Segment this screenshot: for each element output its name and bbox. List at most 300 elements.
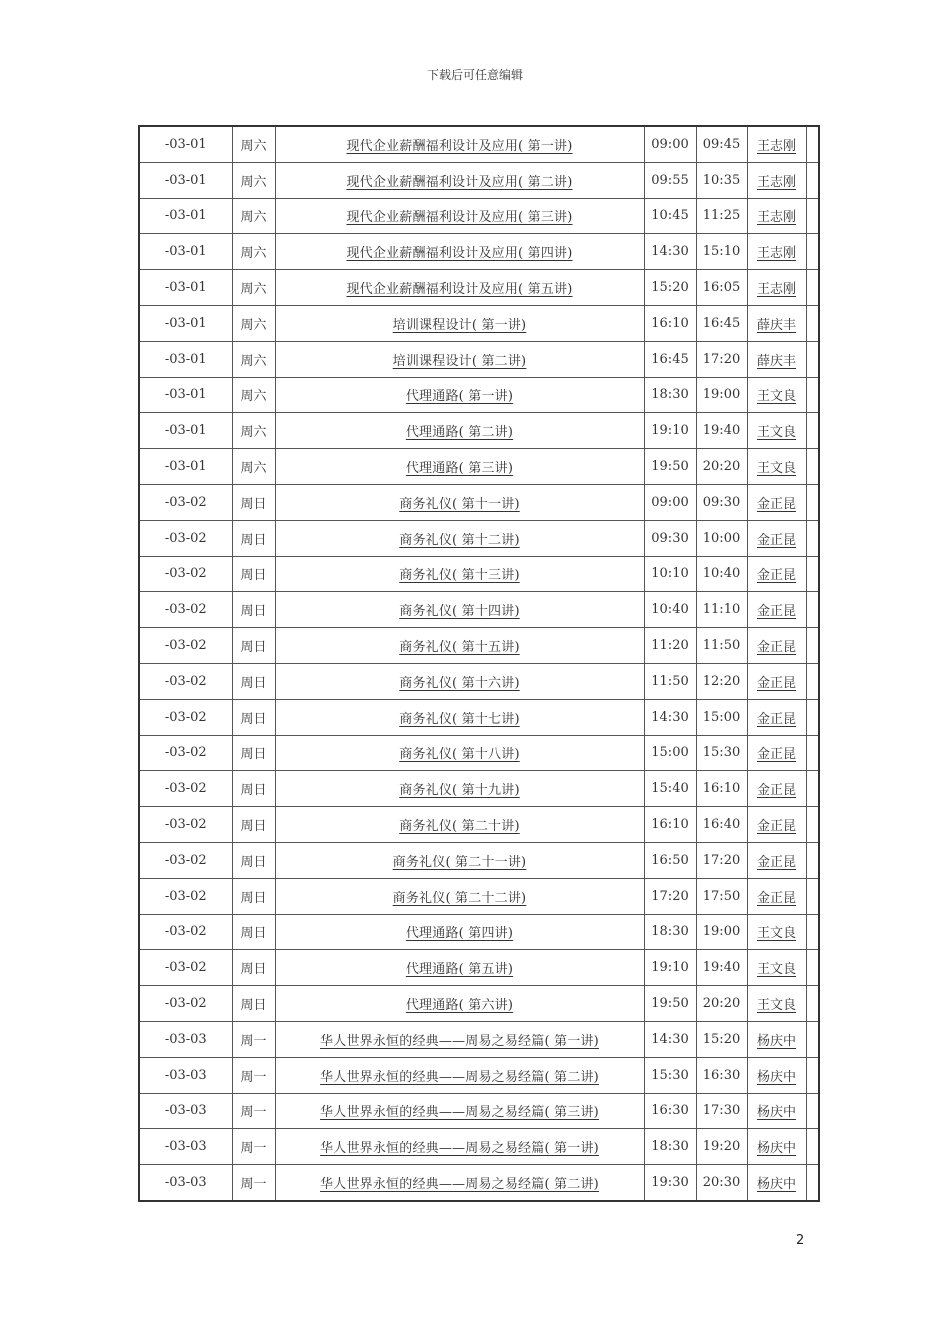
start-time-cell-container bbox=[644, 341, 696, 377]
table-row bbox=[139, 556, 819, 592]
table-row bbox=[139, 1129, 819, 1165]
teacher-link-container bbox=[747, 1165, 806, 1201]
start-time-cell-container bbox=[644, 520, 696, 556]
start-time-cell: 09:00 bbox=[651, 136, 689, 152]
date-cell-container bbox=[139, 1093, 232, 1129]
end-time-cell: 11:10 bbox=[702, 602, 741, 618]
course-link[interactable]: 代理通路( 第六讲) bbox=[405, 998, 514, 1014]
start-time-cell: 19:10 bbox=[651, 960, 689, 976]
date-cell: -03-02 bbox=[164, 745, 207, 761]
end-time-cell-container bbox=[696, 1129, 747, 1165]
weekday-cell-container bbox=[232, 270, 275, 306]
end-time-cell-container bbox=[696, 592, 747, 628]
teacher-link[interactable]: 金正昆 bbox=[756, 640, 796, 656]
weekday-cell-container bbox=[232, 914, 275, 950]
end-time-cell: 09:30 bbox=[702, 494, 741, 510]
course-link[interactable]: 培训课程设计( 第二讲) bbox=[392, 353, 527, 369]
start-time-cell-container bbox=[644, 126, 696, 162]
course-link-container bbox=[275, 305, 644, 341]
end-time-cell-container bbox=[696, 1165, 747, 1201]
weekday-cell: 周日 bbox=[240, 675, 267, 691]
course-link-container bbox=[275, 126, 644, 162]
start-time-cell-container bbox=[644, 556, 696, 592]
weekday-cell: 周六 bbox=[240, 317, 267, 333]
teacher-link[interactable]: 金正昆 bbox=[756, 604, 796, 620]
start-time-cell: 19:30 bbox=[651, 1175, 689, 1190]
spacer-cell bbox=[806, 842, 819, 878]
weekday-cell: 周六 bbox=[240, 282, 267, 298]
start-time-cell: 19:10 bbox=[651, 423, 689, 439]
teacher-link[interactable]: 金正昆 bbox=[756, 854, 796, 870]
table-row bbox=[139, 270, 819, 306]
start-time-cell-container bbox=[644, 270, 696, 306]
weekday-cell: 周日 bbox=[240, 926, 267, 942]
teacher-link-container bbox=[747, 1021, 806, 1057]
start-time-cell-container bbox=[644, 807, 696, 843]
course-link-container bbox=[275, 234, 644, 270]
start-time-cell: 19:50 bbox=[651, 996, 689, 1012]
teacher-link[interactable]: 王志刚 bbox=[756, 210, 796, 226]
date-cell: -03-02 bbox=[164, 781, 207, 797]
teacher-link[interactable]: 金正昆 bbox=[756, 747, 796, 763]
teacher-link-container bbox=[747, 628, 806, 664]
date-cell: -03-01 bbox=[164, 315, 207, 331]
date-cell: -03-02 bbox=[164, 888, 207, 904]
weekday-cell-container bbox=[232, 126, 275, 162]
teacher-link-container bbox=[747, 592, 806, 628]
teacher-link[interactable]: 金正昆 bbox=[756, 711, 796, 727]
weekday-cell-container bbox=[232, 628, 275, 664]
date-cell-container bbox=[139, 341, 232, 377]
course-link-container bbox=[275, 807, 644, 843]
date-cell-container bbox=[139, 377, 232, 413]
start-time-cell-container bbox=[644, 592, 696, 628]
teacher-link[interactable]: 杨庆中 bbox=[756, 1105, 796, 1121]
teacher-link-container bbox=[747, 377, 806, 413]
start-time-cell: 15:30 bbox=[651, 1067, 689, 1083]
course-link[interactable]: 华人世界永恒的经典——周易之易经篇( 第一讲) bbox=[320, 1141, 599, 1157]
end-time-cell: 17:30 bbox=[702, 1103, 741, 1119]
end-time-cell-container bbox=[696, 484, 747, 520]
start-time-cell: 16:30 bbox=[651, 1103, 689, 1119]
start-time-cell-container bbox=[644, 198, 696, 234]
start-time-cell: 15:20 bbox=[651, 280, 689, 296]
date-cell-container bbox=[139, 449, 232, 485]
start-time-cell-container bbox=[644, 986, 696, 1022]
start-time-cell-container bbox=[644, 663, 696, 699]
course-link[interactable]: 现代企业薪酬福利设计及应用( 第三讲) bbox=[346, 210, 573, 226]
end-time-cell: 20:30 bbox=[702, 1175, 741, 1190]
table-row bbox=[139, 413, 819, 449]
date-cell-container bbox=[139, 950, 232, 986]
teacher-link-container bbox=[747, 1057, 806, 1093]
teacher-link-container bbox=[747, 234, 806, 270]
weekday-cell-container bbox=[232, 807, 275, 843]
end-time-cell: 16:45 bbox=[702, 315, 741, 331]
date-cell: -03-02 bbox=[164, 638, 207, 654]
teacher-link[interactable]: 金正昆 bbox=[756, 532, 796, 548]
weekday-cell-container bbox=[232, 1093, 275, 1129]
teacher-link[interactable]: 王文良 bbox=[756, 926, 796, 942]
spacer-cell bbox=[806, 198, 819, 234]
spacer-cell bbox=[806, 234, 819, 270]
course-link-container bbox=[275, 735, 644, 771]
course-link-container bbox=[275, 162, 644, 198]
teacher-link-container bbox=[747, 663, 806, 699]
course-link[interactable]: 华人世界永恒的经典——周易之易经篇( 第一讲) bbox=[320, 1033, 599, 1049]
weekday-cell-container bbox=[232, 305, 275, 341]
spacer-cell bbox=[806, 377, 819, 413]
end-time-cell-container bbox=[696, 198, 747, 234]
course-link[interactable]: 代理通路( 第二讲) bbox=[405, 425, 514, 441]
weekday-cell: 周日 bbox=[240, 962, 267, 978]
table-row bbox=[139, 986, 819, 1022]
start-time-cell-container bbox=[644, 1165, 696, 1201]
start-time-cell: 16:45 bbox=[651, 351, 689, 367]
date-cell: -03-01 bbox=[164, 172, 207, 188]
weekday-cell: 周日 bbox=[240, 568, 267, 584]
weekday-cell: 周六 bbox=[240, 246, 267, 262]
teacher-link[interactable]: 王文良 bbox=[756, 425, 796, 441]
course-link[interactable]: 商务礼仪( 第十九讲) bbox=[399, 783, 520, 799]
start-time-cell-container bbox=[644, 735, 696, 771]
course-link[interactable]: 商务礼仪( 第二十讲) bbox=[399, 819, 520, 835]
table-row bbox=[139, 914, 819, 950]
spacer-cell bbox=[806, 771, 819, 807]
end-time-cell: 15:00 bbox=[702, 709, 741, 725]
teacher-link[interactable]: 金正昆 bbox=[756, 819, 796, 835]
start-time-cell: 14:30 bbox=[651, 709, 689, 725]
table-row bbox=[139, 592, 819, 628]
end-time-cell-container bbox=[696, 234, 747, 270]
date-cell-container bbox=[139, 771, 232, 807]
date-cell: -03-02 bbox=[164, 602, 207, 618]
teacher-link-container bbox=[747, 807, 806, 843]
course-link[interactable]: 商务礼仪( 第十二讲) bbox=[399, 532, 520, 548]
teacher-link-container bbox=[747, 842, 806, 878]
spacer-cell bbox=[806, 341, 819, 377]
end-time-cell-container bbox=[696, 807, 747, 843]
end-time-cell-container bbox=[696, 663, 747, 699]
end-time-cell-container bbox=[696, 1021, 747, 1057]
date-cell: -03-03 bbox=[164, 1067, 207, 1083]
start-time-cell: 09:00 bbox=[651, 494, 689, 510]
course-link-container bbox=[275, 628, 644, 664]
table-row bbox=[139, 1057, 819, 1093]
date-cell-container bbox=[139, 699, 232, 735]
course-link-container bbox=[275, 377, 644, 413]
course-link[interactable]: 培训课程设计( 第一讲) bbox=[392, 317, 527, 333]
spacer-cell bbox=[806, 449, 819, 485]
teacher-link[interactable]: 薛庆丰 bbox=[756, 353, 796, 369]
table-row bbox=[139, 842, 819, 878]
date-cell-container bbox=[139, 878, 232, 914]
end-time-cell: 19:00 bbox=[702, 924, 741, 940]
course-link-container bbox=[275, 592, 644, 628]
teacher-link[interactable]: 杨庆中 bbox=[756, 1033, 796, 1049]
start-time-cell: 19:50 bbox=[651, 459, 689, 475]
table-row bbox=[139, 628, 819, 664]
course-link[interactable]: 商务礼仪( 第十四讲) bbox=[399, 604, 520, 620]
teacher-link-container bbox=[747, 449, 806, 485]
date-cell-container bbox=[139, 270, 232, 306]
weekday-cell-container bbox=[232, 842, 275, 878]
spacer-cell bbox=[806, 628, 819, 664]
teacher-link[interactable]: 杨庆中 bbox=[756, 1177, 796, 1192]
date-cell: -03-02 bbox=[164, 852, 207, 868]
teacher-link[interactable]: 金正昆 bbox=[756, 783, 796, 799]
date-cell-container bbox=[139, 556, 232, 592]
date-cell: -03-03 bbox=[164, 1103, 207, 1119]
course-link-container bbox=[275, 198, 644, 234]
course-link-container bbox=[275, 1021, 644, 1057]
teacher-link-container bbox=[747, 1093, 806, 1129]
date-cell-container bbox=[139, 484, 232, 520]
start-time-cell: 18:30 bbox=[651, 1139, 689, 1155]
end-time-cell: 09:45 bbox=[702, 136, 741, 152]
course-link[interactable]: 商务礼仪( 第十八讲) bbox=[399, 747, 520, 763]
course-link-container bbox=[275, 1165, 644, 1201]
spacer-cell bbox=[806, 914, 819, 950]
date-cell: -03-01 bbox=[164, 423, 207, 439]
table-row bbox=[139, 520, 819, 556]
teacher-link-container bbox=[747, 126, 806, 162]
teacher-link[interactable]: 金正昆 bbox=[756, 890, 796, 906]
teacher-link-container bbox=[747, 1129, 806, 1165]
teacher-link-container bbox=[747, 270, 806, 306]
date-cell: -03-02 bbox=[164, 530, 207, 546]
course-link[interactable]: 商务礼仪( 第十七讲) bbox=[399, 711, 520, 727]
date-cell-container bbox=[139, 1021, 232, 1057]
weekday-cell: 周一 bbox=[240, 1033, 267, 1049]
teacher-link[interactable]: 金正昆 bbox=[756, 496, 796, 512]
course-link[interactable]: 商务礼仪( 第十一讲) bbox=[399, 496, 520, 512]
teacher-link[interactable]: 杨庆中 bbox=[756, 1141, 796, 1157]
date-cell: -03-01 bbox=[164, 351, 207, 367]
course-link[interactable]: 商务礼仪( 第十三讲) bbox=[399, 568, 520, 584]
weekday-cell: 周六 bbox=[240, 389, 267, 405]
start-time-cell: 14:30 bbox=[651, 1031, 689, 1047]
teacher-link[interactable]: 杨庆中 bbox=[756, 1069, 796, 1085]
weekday-cell-container bbox=[232, 1129, 275, 1165]
spacer-cell bbox=[806, 162, 819, 198]
weekday-cell-container bbox=[232, 413, 275, 449]
weekday-cell: 周日 bbox=[240, 747, 267, 763]
start-time-cell: 11:50 bbox=[651, 673, 689, 689]
start-time-cell-container bbox=[644, 234, 696, 270]
course-link[interactable]: 现代企业薪酬福利设计及应用( 第二讲) bbox=[346, 174, 573, 190]
date-cell: -03-01 bbox=[164, 459, 207, 475]
course-link-container bbox=[275, 699, 644, 735]
course-link[interactable]: 代理通路( 第一讲) bbox=[405, 389, 514, 405]
course-link-container bbox=[275, 914, 644, 950]
start-time-cell: 09:55 bbox=[651, 172, 689, 188]
teacher-link[interactable]: 王文良 bbox=[756, 962, 796, 978]
table-row bbox=[139, 484, 819, 520]
date-cell: -03-02 bbox=[164, 494, 207, 510]
teacher-link[interactable]: 薛庆丰 bbox=[756, 317, 796, 333]
teacher-link[interactable]: 王志刚 bbox=[756, 138, 796, 154]
weekday-cell-container bbox=[232, 377, 275, 413]
weekday-cell-container bbox=[232, 484, 275, 520]
date-cell-container bbox=[139, 986, 232, 1022]
end-time-cell-container bbox=[696, 950, 747, 986]
course-link-container bbox=[275, 1093, 644, 1129]
start-time-cell: 16:10 bbox=[651, 315, 689, 331]
weekday-cell-container bbox=[232, 1021, 275, 1057]
weekday-cell-container bbox=[232, 663, 275, 699]
date-cell-container bbox=[139, 735, 232, 771]
start-time-cell-container bbox=[644, 377, 696, 413]
weekday-cell: 周日 bbox=[240, 854, 267, 870]
start-time-cell-container bbox=[644, 449, 696, 485]
spacer-cell bbox=[806, 1129, 819, 1165]
start-time-cell-container bbox=[644, 1057, 696, 1093]
schedule-table bbox=[138, 125, 820, 1202]
course-link-container bbox=[275, 1057, 644, 1093]
end-time-cell-container bbox=[696, 126, 747, 162]
end-time-cell: 20:20 bbox=[702, 459, 741, 475]
course-link[interactable]: 代理通路( 第五讲) bbox=[405, 962, 514, 978]
spacer-cell bbox=[806, 950, 819, 986]
teacher-link[interactable]: 王志刚 bbox=[756, 282, 796, 298]
schedule-body bbox=[139, 126, 819, 1201]
weekday-cell-container bbox=[232, 341, 275, 377]
teacher-link-container bbox=[747, 556, 806, 592]
date-cell-container bbox=[139, 520, 232, 556]
teacher-link[interactable]: 王文良 bbox=[756, 998, 796, 1014]
table-row bbox=[139, 305, 819, 341]
course-link[interactable]: 现代企业薪酬福利设计及应用( 第四讲) bbox=[346, 246, 573, 262]
weekday-cell-container bbox=[232, 735, 275, 771]
end-time-cell-container bbox=[696, 986, 747, 1022]
weekday-cell-container bbox=[232, 771, 275, 807]
date-cell-container bbox=[139, 126, 232, 162]
teacher-link[interactable]: 王志刚 bbox=[756, 246, 796, 262]
end-time-cell: 15:20 bbox=[702, 1031, 741, 1047]
course-link[interactable]: 商务礼仪( 第二十二讲) bbox=[392, 890, 527, 906]
spacer-cell bbox=[806, 986, 819, 1022]
course-link[interactable]: 代理通路( 第三讲) bbox=[405, 461, 514, 477]
spacer-cell bbox=[806, 1021, 819, 1057]
course-link-container bbox=[275, 520, 644, 556]
teacher-link-container bbox=[747, 771, 806, 807]
end-time-cell: 11:50 bbox=[702, 638, 741, 654]
table-row bbox=[139, 126, 819, 162]
table-row bbox=[139, 807, 819, 843]
course-link[interactable]: 现代企业薪酬福利设计及应用( 第五讲) bbox=[346, 282, 573, 298]
date-cell-container bbox=[139, 628, 232, 664]
end-time-cell-container bbox=[696, 305, 747, 341]
course-link-container bbox=[275, 950, 644, 986]
teacher-link[interactable]: 王文良 bbox=[756, 461, 796, 477]
teacher-link-container bbox=[747, 305, 806, 341]
teacher-link-container bbox=[747, 735, 806, 771]
start-time-cell: 10:10 bbox=[651, 566, 689, 582]
course-link[interactable]: 商务礼仪( 第十五讲) bbox=[399, 640, 520, 656]
spacer-cell bbox=[806, 1165, 819, 1201]
weekday-cell-container bbox=[232, 198, 275, 234]
teacher-link[interactable]: 王文良 bbox=[756, 389, 796, 405]
teacher-link-container bbox=[747, 950, 806, 986]
weekday-cell-container bbox=[232, 699, 275, 735]
date-cell-container bbox=[139, 914, 232, 950]
weekday-cell: 周日 bbox=[240, 496, 267, 512]
date-cell-container bbox=[139, 592, 232, 628]
start-time-cell-container bbox=[644, 914, 696, 950]
course-link-container bbox=[275, 878, 644, 914]
date-cell: -03-03 bbox=[164, 1175, 207, 1190]
end-time-cell: 16:10 bbox=[702, 781, 741, 797]
weekday-cell-container bbox=[232, 986, 275, 1022]
weekday-cell-container bbox=[232, 950, 275, 986]
weekday-cell: 周一 bbox=[240, 1141, 267, 1157]
course-link[interactable]: 华人世界永恒的经典——周易之易经篇( 第二讲) bbox=[320, 1177, 599, 1192]
weekday-cell: 周六 bbox=[240, 425, 267, 441]
weekday-cell: 周六 bbox=[240, 353, 267, 369]
date-cell: -03-02 bbox=[164, 924, 207, 940]
weekday-cell: 周日 bbox=[240, 711, 267, 727]
end-time-cell-container bbox=[696, 771, 747, 807]
date-cell-container bbox=[139, 234, 232, 270]
end-time-cell-container bbox=[696, 735, 747, 771]
course-link[interactable]: 华人世界永恒的经典——周易之易经篇( 第三讲) bbox=[320, 1105, 599, 1121]
start-time-cell: 15:00 bbox=[651, 745, 689, 761]
table-row bbox=[139, 1165, 819, 1201]
teacher-link[interactable]: 王志刚 bbox=[756, 174, 796, 190]
course-link[interactable]: 商务礼仪( 第二十一讲) bbox=[392, 854, 527, 870]
start-time-cell-container bbox=[644, 305, 696, 341]
table-row bbox=[139, 663, 819, 699]
end-time-cell: 16:05 bbox=[702, 280, 741, 296]
table-row bbox=[139, 198, 819, 234]
course-link-container bbox=[275, 842, 644, 878]
end-time-cell-container bbox=[696, 413, 747, 449]
weekday-cell: 周日 bbox=[240, 819, 267, 835]
course-link-container bbox=[275, 449, 644, 485]
spacer-cell bbox=[806, 592, 819, 628]
date-cell: -03-02 bbox=[164, 817, 207, 833]
end-time-cell: 17:20 bbox=[702, 852, 741, 868]
weekday-cell: 周日 bbox=[240, 890, 267, 906]
teacher-link-container bbox=[747, 484, 806, 520]
end-time-cell: 10:35 bbox=[702, 172, 741, 188]
spacer-cell bbox=[806, 878, 819, 914]
spacer-cell bbox=[806, 484, 819, 520]
start-time-cell-container bbox=[644, 950, 696, 986]
end-time-cell-container bbox=[696, 1057, 747, 1093]
start-time-cell: 17:20 bbox=[651, 888, 689, 904]
end-time-cell: 16:30 bbox=[702, 1067, 741, 1083]
weekday-cell-container bbox=[232, 520, 275, 556]
teacher-link[interactable]: 金正昆 bbox=[756, 568, 796, 584]
course-link[interactable]: 商务礼仪( 第十六讲) bbox=[399, 675, 520, 691]
end-time-cell-container bbox=[696, 914, 747, 950]
spacer-cell bbox=[806, 807, 819, 843]
teacher-link[interactable]: 金正昆 bbox=[756, 675, 796, 691]
start-time-cell: 16:10 bbox=[651, 817, 689, 833]
page-header: 下载后可任意编辑 bbox=[426, 68, 523, 82]
start-time-cell-container bbox=[644, 699, 696, 735]
course-link[interactable]: 华人世界永恒的经典——周易之易经篇( 第二讲) bbox=[320, 1069, 599, 1085]
course-link[interactable]: 代理通路( 第四讲) bbox=[405, 926, 514, 942]
table-row bbox=[139, 162, 819, 198]
start-time-cell-container bbox=[644, 162, 696, 198]
course-link[interactable]: 现代企业薪酬福利设计及应用( 第一讲) bbox=[346, 138, 573, 154]
date-cell: -03-01 bbox=[164, 280, 207, 296]
end-time-cell: 19:00 bbox=[702, 387, 741, 403]
weekday-cell: 周日 bbox=[240, 783, 267, 799]
